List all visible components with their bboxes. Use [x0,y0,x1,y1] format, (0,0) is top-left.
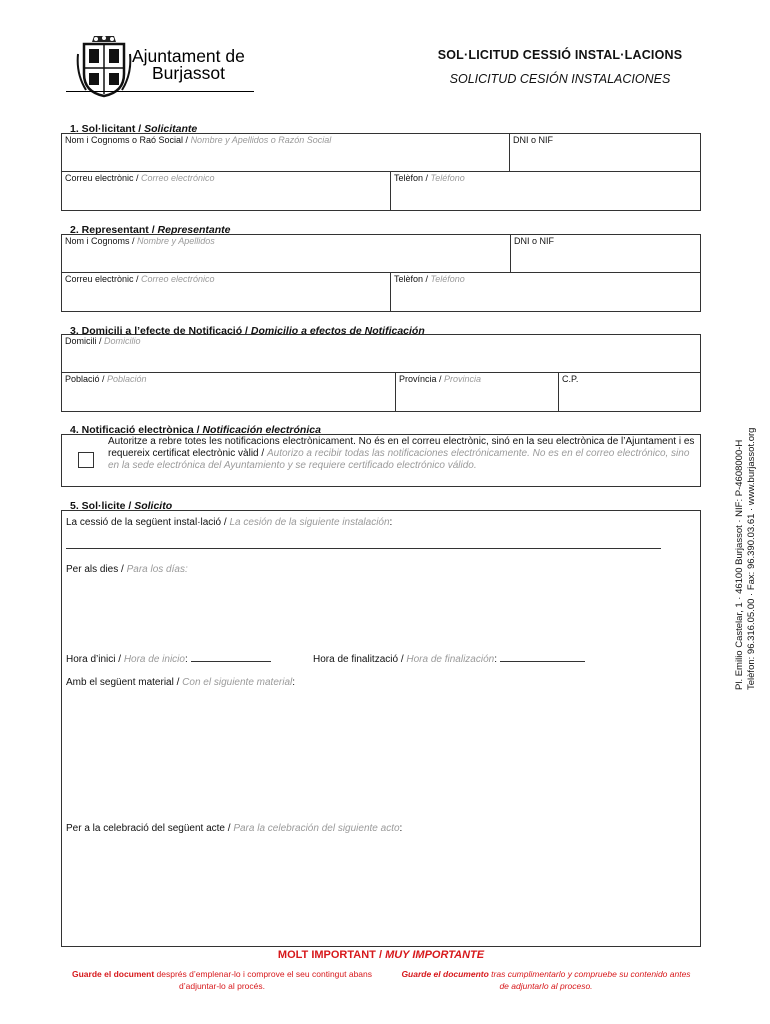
side-contact-info [734,410,758,690]
org-name [132,48,245,82]
section-5-title: 5. Sol·licite / Solicito [70,500,173,512]
installation-input-line[interactable] [66,548,661,549]
important-notice-title: MOLT IMPORTANT / MUY IMPORTANTE [277,949,485,961]
applicant-name-field[interactable]: Nom i Cognoms o Raó Social / Nombre y Apellidos o Razón Social [61,133,510,172]
end-time-label: Hora de finalització / Hora de finalización: [313,652,585,666]
consent-text-es: Autorizo a recibir todas las notificaciones electrónicamente. No es en el correo electrónico, sino en la sede electrónica del Ayuntamiento y se requiere certificado electrónico válido. [108,448,690,471]
form-title-ca: SOL·LICITUD CESSIÓ INSTAL·LACIONS [437,48,683,62]
days-input-area[interactable] [66,578,696,648]
section-3-title: 3. Domicili a l’efecte de Notificació / Domicilio a efectos de Notificación [70,325,425,337]
representative-email-field[interactable]: Correu electrònic / Correo electrónico [61,272,391,312]
postal-code-field[interactable]: C.P. [558,372,701,412]
event-label: Per a la celebració del següent acte / Para la celebración del siguiente acto: [66,823,403,834]
applicant-phone-field[interactable]: Telèfon / Teléfono [390,171,701,211]
end-time-input[interactable] [500,652,585,662]
installation-label: La cessió de la següent instal·lació / La cesión de la siguiente instalación: [66,517,393,528]
org-name-line2: Burjassot [152,63,225,83]
material-label: Amb el següent material / Con el siguiente material: [66,677,296,688]
form-title-es: SOLICITUD CESIÓN INSTALACIONES [449,72,671,86]
representative-name-field[interactable]: Nom i Cognoms / Nombre y Apellidos [61,234,511,273]
logo-divider [66,91,254,92]
notification-consent-text [108,436,696,472]
coat-of-arms-icon [76,34,132,98]
start-time-label: Hora d’inici / Hora de inicio: [66,652,271,666]
start-time-input[interactable] [191,652,271,662]
town-field[interactable]: Població / Población [61,372,396,412]
address-field[interactable]: Domicili / Domicilio [61,334,701,373]
side-address-line: Pl. Emilio Castelar, 1 · 46100 Burjassot · NIF: P-4608000-H [734,439,745,690]
section-4-title: 4. Notificació electrònica / Notificación electrónica [70,424,321,436]
applicant-dni-field[interactable]: DNI o NIF [509,133,701,172]
applicant-email-field[interactable]: Correu electrònic / Correo electrónico [61,171,391,211]
electronic-notification-checkbox[interactable] [78,452,94,468]
representative-phone-field[interactable]: Telèfon / Teléfono [390,272,701,312]
material-input-area[interactable] [66,692,696,820]
province-field[interactable]: Província / Provincia [395,372,559,412]
representative-dni-field[interactable]: DNI o NIF [510,234,701,273]
days-label: Per als dies / Para los días: [66,564,188,575]
section-1-title: 1. Sol·licitant / Solicitante [70,123,198,135]
event-input-area[interactable] [66,838,696,942]
side-phone-line: Telèfon: 96.316.05.00 · Fax: 96.390.03.61 · www.burjassot.org [746,427,757,690]
important-notice-ca: Guarde el document després d’emplenar-lo i comprove el seu contingut abans d’adjuntar-lo al procés. [72,969,373,991]
important-notice-es: Guarde el documento tras cumplimentarlo y compruebe su contenido antes de adjuntarlo al proceso. [401,969,691,991]
org-name-line1: Ajuntament de [132,46,245,66]
section-2-title: 2. Representant / Representante [70,224,231,236]
consent-text-ca: Autoritze a rebre totes les notificacions electrònicament. No és en el correu electrònic, sinó en la seu electrònica de l’Ajuntament i es requereix certificat electrònic vàlid / [108,436,695,459]
